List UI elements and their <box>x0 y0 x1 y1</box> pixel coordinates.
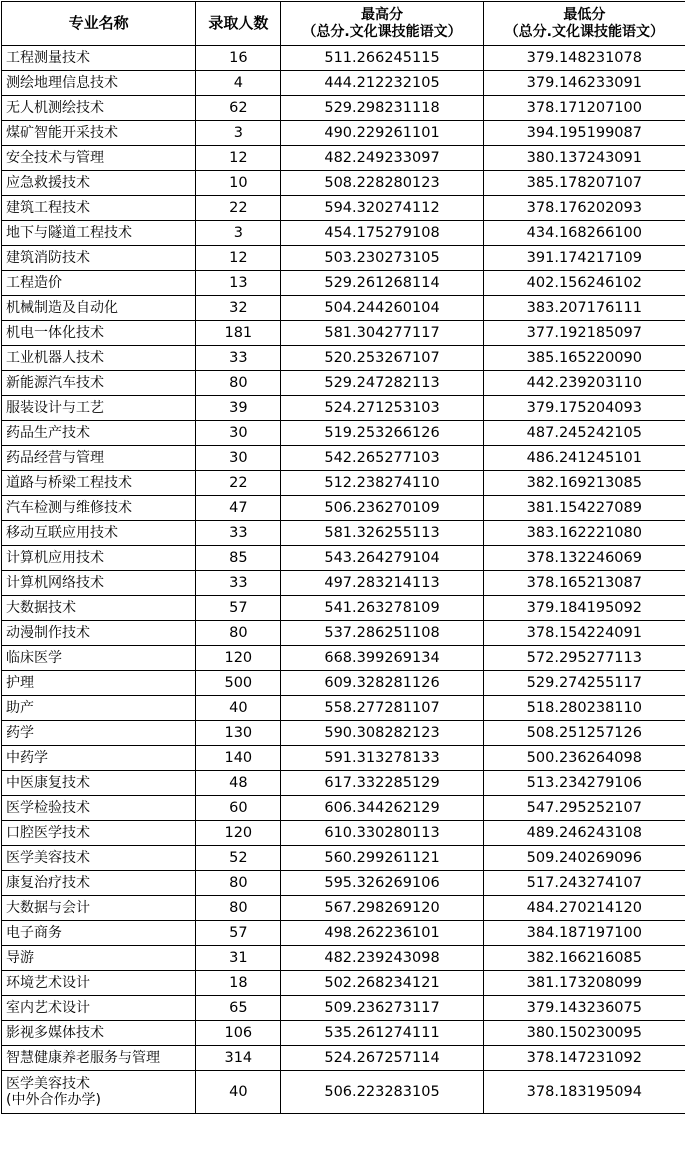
max-score-cell: 609.328281126 <box>281 671 483 696</box>
table-row <box>2 696 685 721</box>
count-cell: 16 <box>196 46 281 71</box>
table-row <box>2 546 685 571</box>
major-cell: 导游 <box>2 946 196 971</box>
major-cell: 大数据与会计 <box>2 896 196 921</box>
table-row <box>2 1071 685 1114</box>
major-cell <box>2 1071 196 1114</box>
major-cell: 药品生产技术 <box>2 421 196 446</box>
max-score-cell: 617.332285129 <box>281 771 483 796</box>
table-row <box>2 896 685 921</box>
major-cell: 服装设计与工艺 <box>2 396 196 421</box>
major-cell: 药学 <box>2 721 196 746</box>
major-cell: 工程造价 <box>2 271 196 296</box>
min-score-cell: 378.147231092 <box>483 1046 685 1071</box>
min-score-cell: 380.150230095 <box>483 1021 685 1046</box>
max-score-cell: 595.326269106 <box>281 871 483 896</box>
major-cell: 机械制造及自动化 <box>2 296 196 321</box>
max-score-cell: 537.286251108 <box>281 621 483 646</box>
min-score-cell: 500.236264098 <box>483 746 685 771</box>
min-score-cell: 508.251257126 <box>483 721 685 746</box>
count-cell: 3 <box>196 121 281 146</box>
min-score-cell: 518.280238110 <box>483 696 685 721</box>
table-row <box>2 796 685 821</box>
min-score-cell: 572.295277113 <box>483 646 685 671</box>
max-score-cell: 535.261274111 <box>281 1021 483 1046</box>
min-score-cell: 379.146233091 <box>483 71 685 96</box>
max-score-cell: 529.247282113 <box>281 371 483 396</box>
count-cell: 22 <box>196 196 281 221</box>
max-score-cell: 524.267257114 <box>281 1046 483 1071</box>
table-row <box>2 196 685 221</box>
max-score-cell: 511.266245115 <box>281 46 483 71</box>
max-score-cell: 503.230273105 <box>281 246 483 271</box>
count-cell: 130 <box>196 721 281 746</box>
min-score-cell: 379.143236075 <box>483 996 685 1021</box>
count-cell: 33 <box>196 571 281 596</box>
table-row <box>2 71 685 96</box>
max-score-cell: 504.244260104 <box>281 296 483 321</box>
major-cell: 无人机测绘技术 <box>2 96 196 121</box>
count-cell: 12 <box>196 246 281 271</box>
major-cell: 工业机器人技术 <box>2 346 196 371</box>
count-cell: 47 <box>196 496 281 521</box>
count-cell: 13 <box>196 271 281 296</box>
count-cell: 106 <box>196 1021 281 1046</box>
min-score-cell: 402.156246102 <box>483 271 685 296</box>
count-cell: 39 <box>196 396 281 421</box>
major-cell: 电子商务 <box>2 921 196 946</box>
table-row <box>2 1046 685 1071</box>
table-row <box>2 1021 685 1046</box>
count-cell: 33 <box>196 346 281 371</box>
min-score-cell: 383.162221080 <box>483 521 685 546</box>
major-line-2: (中外合作办学) <box>6 1092 195 1108</box>
major-cell: 移动互联应用技术 <box>2 521 196 546</box>
min-score-cell: 442.239203110 <box>483 371 685 396</box>
count-cell: 3 <box>196 221 281 246</box>
major-cell: 医学美容技术 <box>2 846 196 871</box>
major-cell: 计算机应用技术 <box>2 546 196 571</box>
major-cell: 地下与隧道工程技术 <box>2 221 196 246</box>
table-body <box>2 46 685 1114</box>
count-cell: 57 <box>196 596 281 621</box>
count-cell: 12 <box>196 146 281 171</box>
major-cell: 医学检验技术 <box>2 796 196 821</box>
count-cell: 120 <box>196 821 281 846</box>
table-row <box>2 846 685 871</box>
table-row <box>2 221 685 246</box>
count-cell: 120 <box>196 646 281 671</box>
table-row <box>2 721 685 746</box>
table-row <box>2 946 685 971</box>
min-score-cell: 517.243274107 <box>483 871 685 896</box>
major-cell: 新能源汽车技术 <box>2 371 196 396</box>
min-score-cell: 547.295252107 <box>483 796 685 821</box>
min-score-cell: 378.183195094 <box>483 1071 685 1114</box>
max-score-cell: 567.298269120 <box>281 896 483 921</box>
header-major: 专业名称 <box>2 2 196 46</box>
table-row <box>2 996 685 1021</box>
min-score-cell: 377.192185097 <box>483 321 685 346</box>
count-cell: 181 <box>196 321 281 346</box>
min-score-cell: 385.165220090 <box>483 346 685 371</box>
header-min-score <box>483 2 685 46</box>
table-row <box>2 471 685 496</box>
min-score-cell: 391.174217109 <box>483 246 685 271</box>
count-cell: 80 <box>196 621 281 646</box>
major-cell: 煤矿智能开采技术 <box>2 121 196 146</box>
major-cell: 中医康复技术 <box>2 771 196 796</box>
header-min-subtitle: （总分.文化课技能语文） <box>484 24 685 41</box>
major-cell: 建筑工程技术 <box>2 196 196 221</box>
table-row <box>2 596 685 621</box>
min-score-cell: 486.241245101 <box>483 446 685 471</box>
major-cell: 药品经营与管理 <box>2 446 196 471</box>
admission-scores-table <box>1 1 685 1114</box>
table-row <box>2 871 685 896</box>
max-score-cell: 529.298231118 <box>281 96 483 121</box>
table-row <box>2 671 685 696</box>
major-line-1: 医学美容技术 <box>6 1076 195 1092</box>
min-score-cell: 378.171207100 <box>483 96 685 121</box>
max-score-cell: 668.399269134 <box>281 646 483 671</box>
major-cell: 测绘地理信息技术 <box>2 71 196 96</box>
count-cell: 85 <box>196 546 281 571</box>
min-score-cell: 380.137243091 <box>483 146 685 171</box>
min-score-cell: 434.168266100 <box>483 221 685 246</box>
major-cell: 汽车检测与维修技术 <box>2 496 196 521</box>
min-score-cell: 379.175204093 <box>483 396 685 421</box>
min-score-cell: 484.270214120 <box>483 896 685 921</box>
table-row <box>2 146 685 171</box>
header-max-subtitle: （总分.文化课技能语文） <box>281 24 482 41</box>
min-score-cell: 529.274255117 <box>483 671 685 696</box>
table-row <box>2 96 685 121</box>
table-row <box>2 971 685 996</box>
min-score-cell: 384.187197100 <box>483 921 685 946</box>
table-row <box>2 371 685 396</box>
min-score-cell: 509.240269096 <box>483 846 685 871</box>
count-cell: 18 <box>196 971 281 996</box>
major-cell: 康复治疗技术 <box>2 871 196 896</box>
count-cell: 22 <box>196 471 281 496</box>
major-cell: 安全技术与管理 <box>2 146 196 171</box>
table-row <box>2 346 685 371</box>
major-cell: 环境艺术设计 <box>2 971 196 996</box>
min-score-cell: 382.166216085 <box>483 946 685 971</box>
table-row <box>2 821 685 846</box>
count-cell: 32 <box>196 296 281 321</box>
header-min-title: 最低分 <box>484 7 685 24</box>
count-cell: 65 <box>196 996 281 1021</box>
major-cell: 机电一体化技术 <box>2 321 196 346</box>
count-cell: 80 <box>196 371 281 396</box>
max-score-cell: 543.264279104 <box>281 546 483 571</box>
major-cell: 大数据技术 <box>2 596 196 621</box>
count-cell: 80 <box>196 896 281 921</box>
max-score-cell: 506.236270109 <box>281 496 483 521</box>
min-score-cell: 378.165213087 <box>483 571 685 596</box>
major-cell: 计算机网络技术 <box>2 571 196 596</box>
table-row <box>2 121 685 146</box>
max-score-cell: 508.228280123 <box>281 171 483 196</box>
table-row <box>2 921 685 946</box>
min-score-cell: 381.154227089 <box>483 496 685 521</box>
table-row <box>2 396 685 421</box>
max-score-cell: 498.262236101 <box>281 921 483 946</box>
min-score-cell: 489.246243108 <box>483 821 685 846</box>
table-row <box>2 446 685 471</box>
max-score-cell: 558.277281107 <box>281 696 483 721</box>
major-cell: 建筑消防技术 <box>2 246 196 271</box>
table-row <box>2 496 685 521</box>
major-cell: 影视多媒体技术 <box>2 1021 196 1046</box>
header-max-score <box>281 2 483 46</box>
max-score-cell: 444.212232105 <box>281 71 483 96</box>
table-row <box>2 421 685 446</box>
count-cell: 140 <box>196 746 281 771</box>
max-score-cell: 519.253266126 <box>281 421 483 446</box>
count-cell: 314 <box>196 1046 281 1071</box>
min-score-cell: 382.169213085 <box>483 471 685 496</box>
table-row <box>2 321 685 346</box>
table-row <box>2 646 685 671</box>
table-row <box>2 571 685 596</box>
major-cell: 临床医学 <box>2 646 196 671</box>
max-score-cell: 454.175279108 <box>281 221 483 246</box>
min-score-cell: 487.245242105 <box>483 421 685 446</box>
max-score-cell: 606.344262129 <box>281 796 483 821</box>
table-header-row <box>2 2 685 46</box>
major-cell: 中药学 <box>2 746 196 771</box>
header-max-title: 最高分 <box>281 7 482 24</box>
major-cell: 工程测量技术 <box>2 46 196 71</box>
max-score-cell: 482.249233097 <box>281 146 483 171</box>
count-cell: 52 <box>196 846 281 871</box>
max-score-cell: 529.261268114 <box>281 271 483 296</box>
max-score-cell: 490.229261101 <box>281 121 483 146</box>
count-cell: 80 <box>196 871 281 896</box>
table-row <box>2 771 685 796</box>
max-score-cell: 506.223283105 <box>281 1071 483 1114</box>
major-cell: 应急救援技术 <box>2 171 196 196</box>
table-row <box>2 171 685 196</box>
min-score-cell: 383.207176111 <box>483 296 685 321</box>
max-score-cell: 541.263278109 <box>281 596 483 621</box>
major-cell: 护理 <box>2 671 196 696</box>
min-score-cell: 385.178207107 <box>483 171 685 196</box>
count-cell: 40 <box>196 1071 281 1114</box>
max-score-cell: 610.330280113 <box>281 821 483 846</box>
table-row <box>2 521 685 546</box>
min-score-cell: 381.173208099 <box>483 971 685 996</box>
max-score-cell: 520.253267107 <box>281 346 483 371</box>
max-score-cell: 512.238274110 <box>281 471 483 496</box>
min-score-cell: 394.195199087 <box>483 121 685 146</box>
table-row <box>2 296 685 321</box>
max-score-cell: 581.304277117 <box>281 321 483 346</box>
table-row <box>2 246 685 271</box>
max-score-cell: 581.326255113 <box>281 521 483 546</box>
max-score-cell: 542.265277103 <box>281 446 483 471</box>
count-cell: 4 <box>196 71 281 96</box>
max-score-cell: 590.308282123 <box>281 721 483 746</box>
max-score-cell: 594.320274112 <box>281 196 483 221</box>
max-score-cell: 591.313278133 <box>281 746 483 771</box>
count-cell: 40 <box>196 696 281 721</box>
min-score-cell: 378.176202093 <box>483 196 685 221</box>
count-cell: 62 <box>196 96 281 121</box>
count-cell: 30 <box>196 446 281 471</box>
min-score-cell: 378.132246069 <box>483 546 685 571</box>
header-count: 录取人数 <box>196 2 281 46</box>
table-row <box>2 46 685 71</box>
max-score-cell: 509.236273117 <box>281 996 483 1021</box>
min-score-cell: 379.148231078 <box>483 46 685 71</box>
major-cell: 室内艺术设计 <box>2 996 196 1021</box>
count-cell: 33 <box>196 521 281 546</box>
max-score-cell: 482.239243098 <box>281 946 483 971</box>
count-cell: 30 <box>196 421 281 446</box>
major-cell: 口腔医学技术 <box>2 821 196 846</box>
min-score-cell: 378.154224091 <box>483 621 685 646</box>
max-score-cell: 524.271253103 <box>281 396 483 421</box>
table-row <box>2 271 685 296</box>
major-cell: 道路与桥梁工程技术 <box>2 471 196 496</box>
major-cell: 动漫制作技术 <box>2 621 196 646</box>
major-cell: 智慧健康养老服务与管理 <box>2 1046 196 1071</box>
count-cell: 48 <box>196 771 281 796</box>
min-score-cell: 513.234279106 <box>483 771 685 796</box>
count-cell: 500 <box>196 671 281 696</box>
max-score-cell: 497.283214113 <box>281 571 483 596</box>
max-score-cell: 560.299261121 <box>281 846 483 871</box>
count-cell: 10 <box>196 171 281 196</box>
table-row <box>2 746 685 771</box>
count-cell: 31 <box>196 946 281 971</box>
min-score-cell: 379.184195092 <box>483 596 685 621</box>
count-cell: 60 <box>196 796 281 821</box>
count-cell: 57 <box>196 921 281 946</box>
max-score-cell: 502.268234121 <box>281 971 483 996</box>
major-cell: 助产 <box>2 696 196 721</box>
table-row <box>2 621 685 646</box>
